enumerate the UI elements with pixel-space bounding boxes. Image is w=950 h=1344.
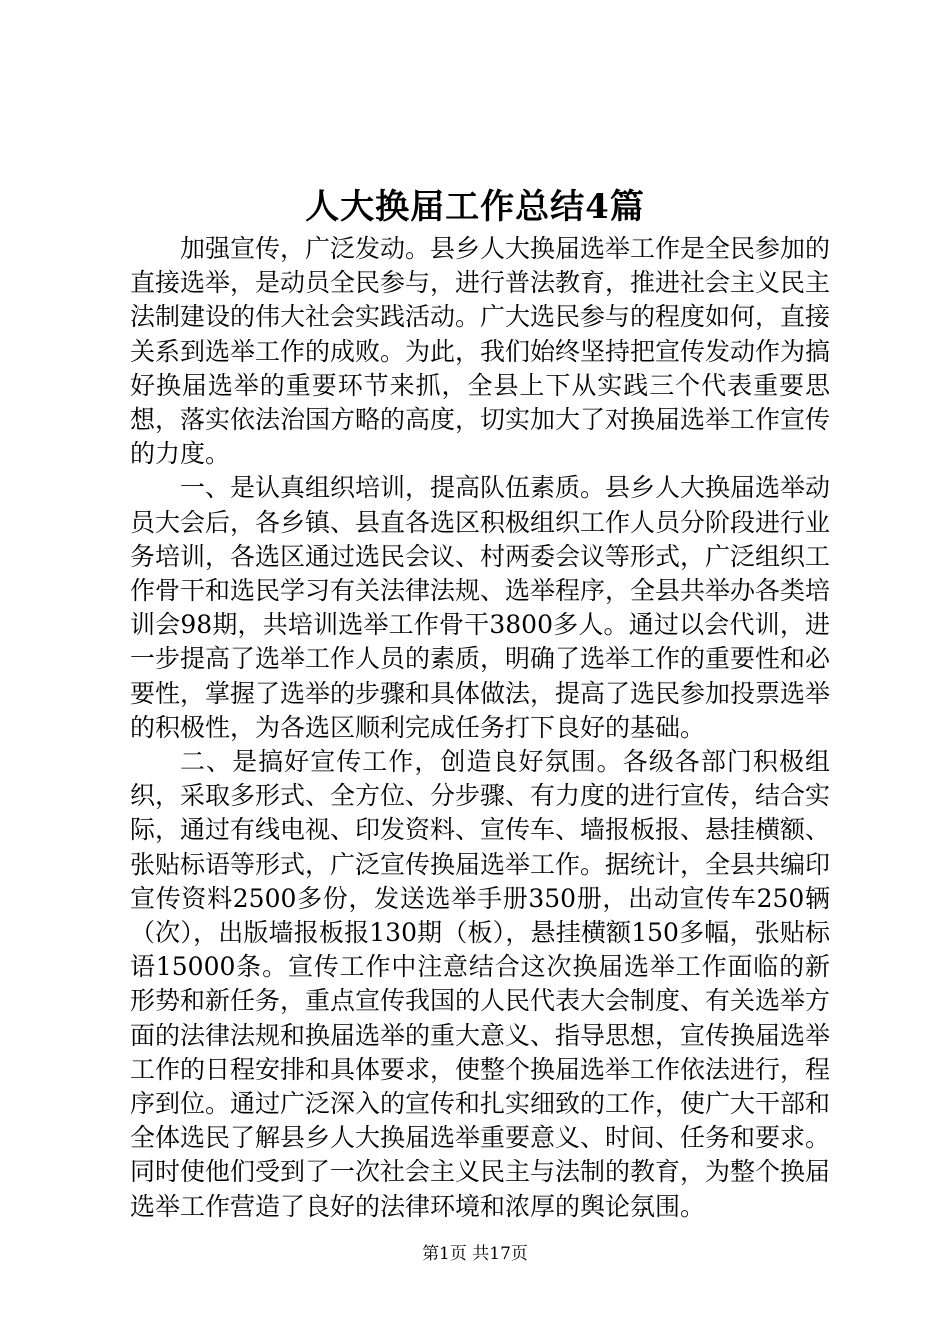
- paragraph-training: 一、是认真组织培训，提高队伍素质。县乡人大换届选举动员大会后，各乡镇、县直各选区积极组织工作人员分阶段进行业务培训，各选区通过选民会议、村两委会议等形式，广泛组织工作骨干和选民学习有关法律法规、选举程序，全县共举办各类培训会98期，共培训选举工作骨干3800多人。通过以会代训，进一步提高了选举工作人员的素质，明确了选举工作的重要性和必要性，掌握了选举的步骤和具体做法，提高了选民参加投票选举的积极性，为各选区顺利完成任务打下良好的基础。: [130, 473, 831, 742]
- page-number-footer: 第1页 共17页: [422, 1244, 528, 1264]
- paragraph-publicity: 二、是搞好宣传工作，创造良好氛围。各级各部门积极组织，采取多形式、全方位、分步骤、有力度的进行宣传，结合实际，通过有线电视、印发资料、宣传车、墙报板报、悬挂横额、张贴标语等形式，广泛宣传换届选举工作。据统计，全县共编印宣传资料2500多份，发送选举手册350册，出动宣传车250辆（次），出版墙报板报130期（板），悬挂横额150多幅，张贴标语15000条。宣传工作中注意结合这次换届选举工作面临的新形势和新任务，重点宣传我国的人民代表大会制度、有关选举方面的法律法规和换届选举的重大意义、指导思想，宣传换届选举工作的日程安排和具体要求，使整个换届选举工作依法进行，程序到位。通过广泛深入的宣传和扎实细致的工作，使广大干部和全体选民了解县乡人大换届选举重要意义、时间、任务和要求。同时使他们受到了一次社会主义民主与法制的教育，为整个换届选举工作营造了良好的法律环境和浓厚的舆论氛围。: [130, 747, 831, 1221]
- document-title: 人大换届工作总结4篇: [305, 187, 645, 227]
- paragraph-intro: 加强宣传，广泛发动。县乡人大换届选举工作是全民参加的直接选举，是动员全民参与，进行普法教育，推进社会主义民主法制建设的伟大社会实践活动。广大选民参与的程度如何，直接关系到选举工作的成败。为此，我们始终坚持把宣传发动作为搞好换届选举的重要环节来抓，全县上下从实践三个代表重要思想，落实依法治国方略的高度，切实加大了对换届选举工作宣传的力度。: [130, 234, 831, 469]
- document-body: [130, 232, 830, 1224]
